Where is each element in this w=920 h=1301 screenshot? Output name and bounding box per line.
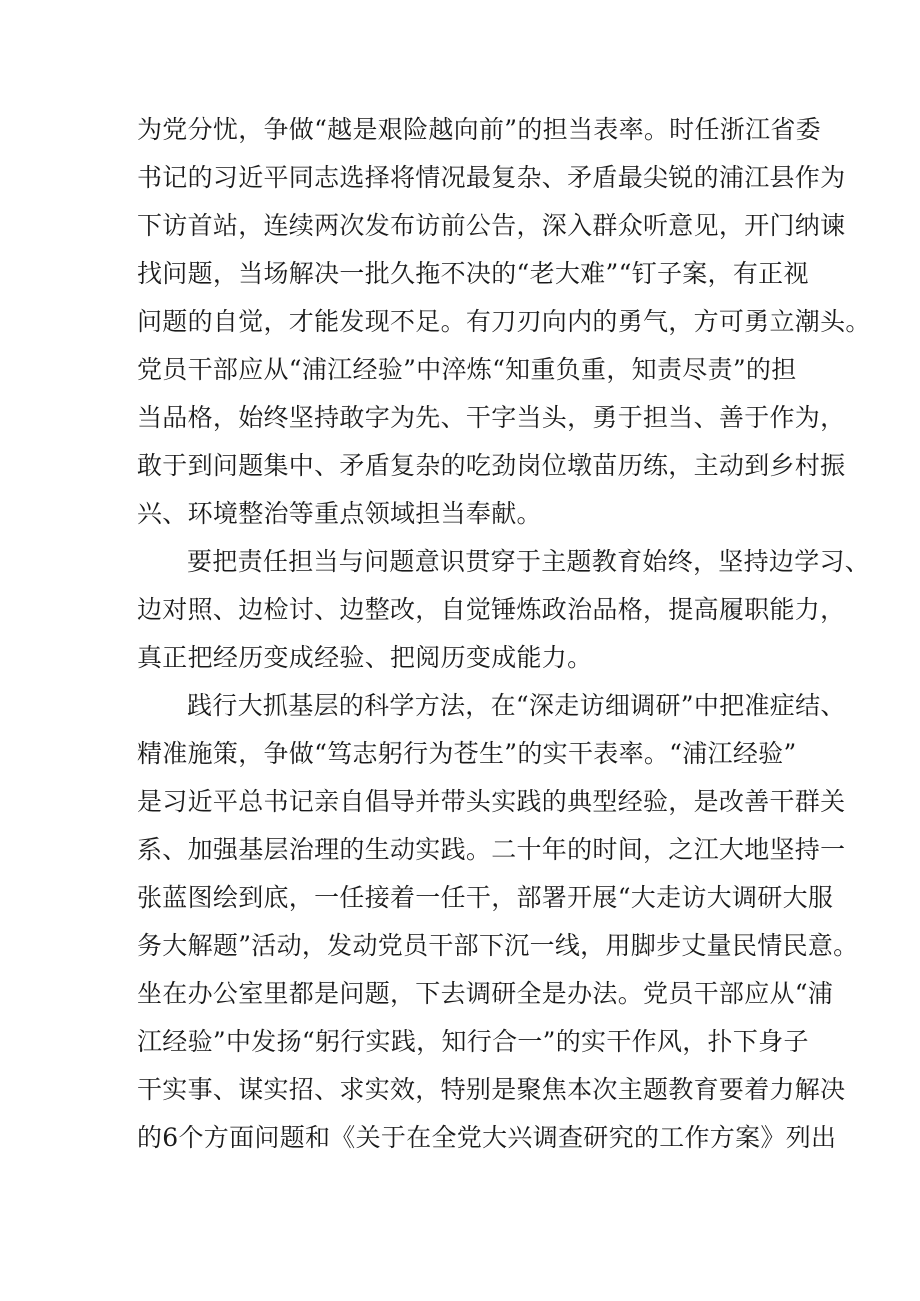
text-line: 江经验”中发扬“躬行实践，知行合一”的实干作风，扑下身子	[137, 1027, 809, 1056]
text-line: 当品格，始终坚持敢字为先、干字当头，勇于担当、善于作为，	[137, 403, 846, 432]
text-line: 敢于到问题集中、矛盾复杂的吃劲岗位墩苗历练，主动到乡村振	[137, 451, 846, 480]
text-line: 为党分忧，争做“越是艰险越向前”的担当表率。时任浙江省委	[137, 115, 821, 144]
text-line: 的6个方面问题和《关于在全党大兴调查研究的工作方案》列出	[137, 1123, 837, 1152]
text-line: 边对照、边检讨、边整改，自觉锤炼政治品格，提高履职能力，	[137, 595, 846, 624]
text-line: 书记的习近平同志选择将情况最复杂、矛盾最尖锐的浦江县作为	[137, 163, 846, 192]
text-line: 兴、环境整治等重点领域担当奉献。	[137, 499, 542, 528]
text-line: 精准施策，争做“笃志躬行为苍生”的实干表率。“浦江经验”	[137, 739, 797, 768]
text-line: 找问题，当场解决一批久拖不决的“老大难”“钉子案，有正视	[137, 259, 809, 288]
text-line: 问题的自觉，才能发现不足。有刀刃向内的勇气，方可勇立潮头。	[137, 307, 871, 336]
text-line: 是习近平总书记亲自倡导并带头实践的典型经验，是改善干群关	[137, 787, 846, 816]
paragraph-first-line: 践行大抓基层的科学方法，在“深走访细调研”中把准症结、	[187, 691, 846, 720]
text-line: 坐在办公室里都是问题，下去调研全是办法。党员干部应从“浦	[137, 979, 834, 1008]
text-line: 系、加强基层治理的生动实践。二十年的时间，之江大地坚持一	[137, 835, 846, 864]
text-line: 张蓝图绘到底，一任接着一任干，部署开展“大走访大调研大服	[137, 883, 834, 912]
text-line: 真正把经历变成经验、把阅历变成能力。	[137, 643, 593, 672]
paragraph-first-line: 要把责任担当与问题意识贯穿于主题教育始终，坚持边学习、	[187, 547, 871, 576]
text-line: 党员干部应从“浦江经验”中淬炼“知重负重，知责尽责”的担	[137, 355, 797, 384]
text-line: 下访首站，连续两次发布访前公告，深入群众听意见，开门纳谏	[137, 211, 846, 240]
text-line: 务大解题”活动，发动党员干部下沉一线，用脚步丈量民情民意。	[137, 931, 859, 960]
text-line: 干实事、谋实招、求实效，特别是聚焦本次主题教育要着力解决	[137, 1075, 846, 1104]
